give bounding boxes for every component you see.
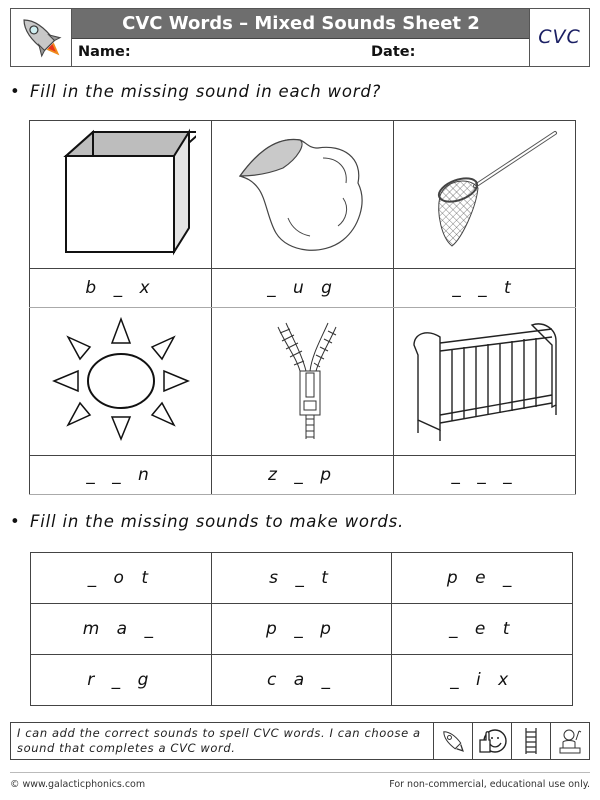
sun-icon <box>46 315 196 445</box>
worksheet-header <box>10 8 590 67</box>
picture-sun <box>30 308 212 456</box>
thumbs-up-smiley-icon <box>476 726 508 756</box>
picture-zip <box>212 308 394 456</box>
word-cell: _ _ n <box>30 456 212 495</box>
bullet: • <box>10 82 21 101</box>
name-label: Name: <box>78 44 131 60</box>
teacher-icon <box>555 726 585 756</box>
word-cell: r _ g <box>31 655 212 706</box>
box-icon <box>46 128 196 258</box>
self-assess-rocket <box>433 723 472 759</box>
word-cell: _ u g <box>212 269 394 308</box>
name-date-row <box>72 39 530 66</box>
zip-icon <box>228 315 378 445</box>
picture-net <box>394 121 576 269</box>
footer-usage-note: For non-commercial, educational use only. <box>389 779 590 790</box>
footer-divider <box>10 772 590 773</box>
page-title: CVC Words – Mixed Sounds Sheet 2 <box>72 9 530 39</box>
rocket-icon <box>438 726 468 756</box>
self-assess-ladder <box>511 723 550 759</box>
date-label: Date: <box>371 44 416 60</box>
self-assess-thumbs-up <box>472 723 511 759</box>
word-cell: _ i x <box>392 655 573 706</box>
word-cell: m a _ <box>31 604 212 655</box>
word-cell: _ _ _ <box>394 456 576 495</box>
instruction-text: Fill in the missing sound in each word? <box>30 82 382 101</box>
statement-text: I can add the correct sounds to spell CVC words. I can choose a sound that completes a CVC word. <box>17 726 421 755</box>
instruction-text: Fill in the missing sounds to make words. <box>30 512 405 531</box>
word-cell: p _ p <box>211 604 392 655</box>
bullet: • <box>10 512 21 531</box>
rocket-icon <box>11 9 71 66</box>
footer-copyright: © www.galacticphonics.com <box>10 779 146 790</box>
net-icon <box>400 128 570 258</box>
self-assess-teacher <box>550 723 589 759</box>
word-cell: c a _ <box>211 655 392 706</box>
word-cell: s _ t <box>211 553 392 604</box>
picture-word-grid <box>29 120 576 495</box>
instruction-1 <box>10 82 381 101</box>
picture-cot <box>394 308 576 456</box>
cvc-badge: CVC <box>529 9 589 66</box>
word-cell: p e _ <box>392 553 573 604</box>
word-cell: _ _ t <box>394 269 576 308</box>
word-cell: b _ x <box>30 269 212 308</box>
jug-icon <box>228 128 378 258</box>
instruction-2 <box>10 512 404 531</box>
learning-statement <box>10 722 590 760</box>
logo-cell <box>11 9 72 66</box>
picture-box <box>30 121 212 269</box>
word-cell: _ e t <box>392 604 573 655</box>
word-cell: _ o t <box>31 553 212 604</box>
picture-jug <box>212 121 394 269</box>
cot-icon <box>402 315 567 445</box>
word-cell: z _ p <box>212 456 394 495</box>
ladder-icon <box>521 726 541 756</box>
word-completion-grid <box>30 552 573 706</box>
